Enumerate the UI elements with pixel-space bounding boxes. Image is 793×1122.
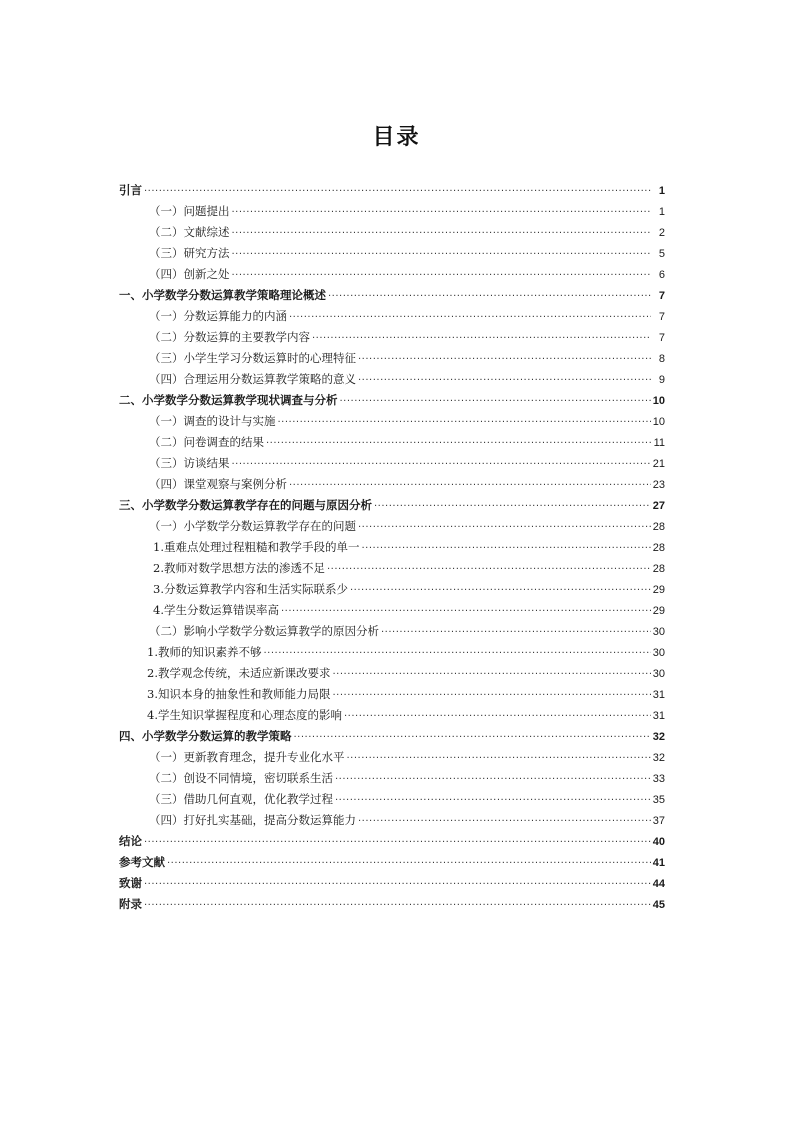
toc-entry-label: 参考文献 [119,855,165,869]
table-of-contents [119,180,665,915]
toc-dot-leader [232,265,652,286]
toc-entry[interactable] [119,663,665,684]
toc-dot-leader [281,601,651,622]
toc-dot-leader [358,370,651,391]
toc-entry-label: （四）课堂观察与案例分析 [149,477,287,491]
toc-entry-label: 二、小学数学分数运算教学现状调查与分析 [119,393,338,407]
toc-dot-leader [358,349,651,370]
toc-entry[interactable] [119,306,665,327]
toc-page-number: 30 [652,626,665,638]
toc-page-number: 30 [652,668,665,680]
toc-page-number: 8 [658,353,665,365]
toc-dot-leader [266,433,651,454]
toc-dot-leader [278,412,651,433]
toc-entry-label: 3.知识本身的抽象性和教师能力局限 [147,687,331,701]
toc-entry[interactable] [119,537,665,558]
toc-page-number: 7 [658,332,665,344]
toc-entry-label: （二）影响小学数学分数运算教学的原因分析 [149,624,379,638]
toc-entry-label: （一）调查的设计与实施 [149,414,276,428]
toc-dot-leader [167,853,651,874]
toc-entry[interactable] [119,642,665,663]
toc-dot-leader [358,517,651,538]
toc-entry-label: 4.学生分数运算错误率高 [153,603,279,617]
toc-entry[interactable] [119,453,665,474]
toc-dot-leader [340,391,651,412]
toc-dot-leader [328,286,651,307]
toc-entry-label: 四、小学数学分数运算的教学策略 [119,729,292,743]
toc-entry-label: 附录 [119,897,142,911]
toc-dot-leader [232,454,651,475]
toc-dot-leader [361,538,650,559]
toc-entry[interactable] [119,516,665,537]
toc-entry-label: （三）小学生学习分数运算时的心理特征 [149,351,356,365]
toc-entry[interactable] [119,684,665,705]
toc-dot-leader [232,223,652,244]
toc-dot-leader [344,706,651,727]
toc-entry[interactable] [119,201,665,222]
toc-dot-leader [327,559,651,580]
toc-entry-label: （四）创新之处 [149,267,230,281]
toc-entry-label: 1.教师的知识素养不够 [147,645,262,659]
toc-entry-label: （一）问题提出 [149,204,230,218]
toc-dot-leader [335,790,651,811]
toc-page-number: 27 [652,500,665,512]
toc-page-number: 32 [652,731,665,743]
toc-entry[interactable] [119,495,665,516]
toc-page-number: 7 [658,290,665,302]
toc-entry[interactable] [119,390,665,411]
toc-dot-leader [381,622,651,643]
toc-entry[interactable] [119,873,665,894]
toc-page-number: 31 [652,689,665,701]
toc-dot-leader [347,748,651,769]
toc-page-number: 31 [652,710,665,722]
toc-entry[interactable] [119,600,665,621]
toc-entry-label: （三）研究方法 [149,246,230,260]
toc-entry[interactable] [119,474,665,495]
toc-entry[interactable] [119,768,665,789]
toc-entry[interactable] [119,180,665,201]
toc-entry[interactable] [119,852,665,873]
toc-page-number: 37 [652,815,665,827]
toc-entry[interactable] [119,894,665,915]
toc-entry-label: 2.教师对数学思想方法的渗透不足 [153,561,325,575]
toc-entry-label: （二）创设不同情境，密切联系生活 [149,771,333,785]
toc-dot-leader [374,496,651,517]
toc-entry-label: （一）小学数学分数运算教学存在的问题 [149,519,356,533]
toc-page-number: 28 [652,563,665,575]
toc-entry[interactable] [119,264,665,285]
toc-entry-label: （四）打好扎实基础，提高分数运算能力 [149,813,356,827]
toc-entry[interactable] [119,705,665,726]
toc-entry[interactable] [119,243,665,264]
toc-dot-leader [289,307,651,328]
toc-entry-label: （二）问卷调查的结果 [149,435,264,449]
toc-page-number: 32 [652,752,665,764]
toc-page-number: 30 [652,647,665,659]
toc-dot-leader [332,664,650,685]
toc-dot-leader [263,643,650,664]
toc-page-number: 10 [652,416,665,428]
toc-entry-label: 结论 [119,834,142,848]
toc-entry-label: 3.分数运算教学内容和生活实际联系少 [153,582,348,596]
toc-page-number: 11 [653,437,665,449]
toc-entry[interactable] [119,579,665,600]
toc-entry[interactable] [119,411,665,432]
toc-page-number: 1 [658,185,665,197]
toc-dot-leader [289,475,651,496]
toc-entry-label: 一、小学数学分数运算教学策略理论概述 [119,288,326,302]
toc-page-number: 1 [658,206,665,218]
toc-entry-label: 致谢 [119,876,142,890]
toc-page-number: 33 [652,773,665,785]
toc-page-number: 7 [658,311,665,323]
toc-dot-leader [332,685,650,706]
toc-page-number: 9 [658,374,665,386]
toc-dot-leader [144,832,651,853]
toc-entry-label: （四）合理运用分数运算教学策略的意义 [149,372,356,386]
toc-entry-label: （三）访谈结果 [149,456,230,470]
toc-dot-leader [335,769,651,790]
toc-entry-label: 1.重难点处理过程粗糙和教学手段的单一 [153,540,360,554]
toc-page-number: 5 [658,248,665,260]
toc-entry[interactable] [119,327,665,348]
toc-dot-leader [294,727,651,748]
toc-page-number: 45 [652,899,665,911]
toc-page-number: 41 [652,857,665,869]
toc-entry-label: 引言 [119,183,142,197]
toc-dot-leader [232,244,652,265]
toc-dot-leader [312,328,651,349]
toc-entry[interactable] [119,348,665,369]
toc-entry[interactable] [119,747,665,768]
toc-entry-label: （二）文献综述 [149,225,230,239]
toc-page-number: 23 [652,479,665,491]
toc-entry-label: （一）更新教育理念，提升专业化水平 [149,750,345,764]
toc-dot-leader [144,181,651,202]
toc-page-number: 44 [652,878,665,890]
toc-page-number: 21 [652,458,665,470]
toc-dot-leader [144,874,651,895]
toc-page-number: 29 [652,584,665,596]
toc-entry[interactable] [119,558,665,579]
toc-page-number: 29 [652,605,665,617]
toc-page-number: 28 [652,542,665,554]
toc-dot-leader [358,811,651,832]
toc-entry[interactable] [119,726,665,747]
toc-entry-label: （二）分数运算的主要教学内容 [149,330,310,344]
toc-entry[interactable] [119,810,665,831]
toc-entry-label: （三）借助几何直观，优化教学过程 [149,792,333,806]
toc-dot-leader [144,895,651,916]
toc-entry[interactable] [119,432,665,453]
toc-page-number: 10 [652,395,665,407]
toc-entry[interactable] [119,369,665,390]
toc-entry-label: 2.教学观念传统，未适应新课改要求 [147,666,331,680]
toc-page-number: 2 [658,227,665,239]
toc-entry-label: （一）分数运算能力的内涵 [149,309,287,323]
toc-dot-leader [232,202,652,223]
toc-entry[interactable] [119,621,665,642]
toc-page-number: 35 [652,794,665,806]
toc-entry[interactable] [119,831,665,852]
toc-entry[interactable] [119,285,665,306]
toc-entry[interactable] [119,222,665,243]
toc-page-number: 28 [652,521,665,533]
toc-title: 目录 [372,125,421,150]
toc-page-number: 6 [658,269,665,281]
toc-entry-label: 三、小学数学分数运算教学存在的问题与原因分析 [119,498,372,512]
toc-page-number: 40 [652,836,665,848]
toc-entry-label: 4.学生知识掌握程度和心理态度的影响 [147,708,342,722]
toc-entry[interactable] [119,789,665,810]
toc-dot-leader [350,580,651,601]
